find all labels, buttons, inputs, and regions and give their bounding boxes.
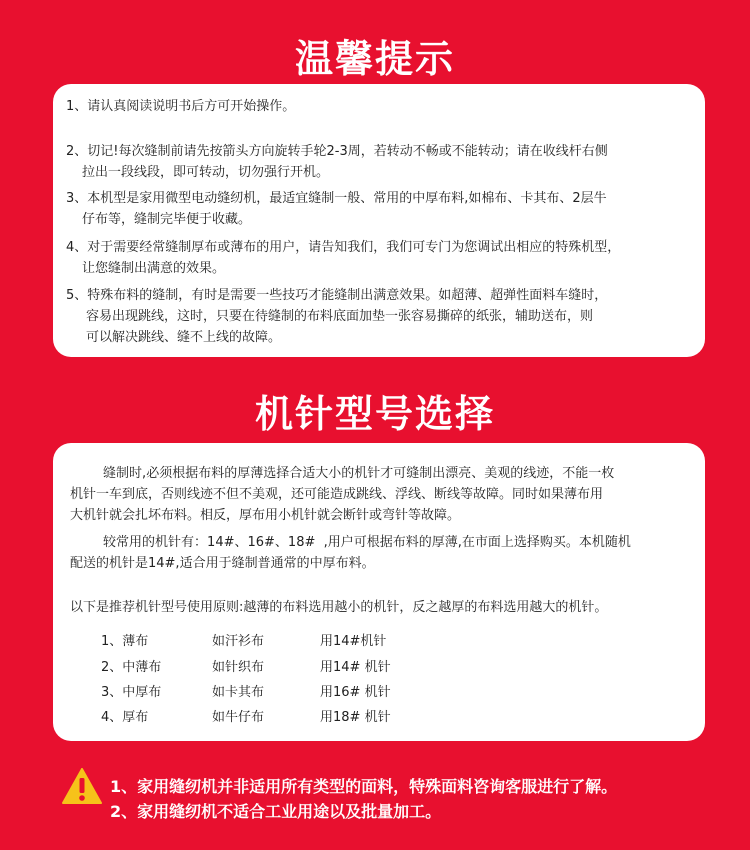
paragraph-line: 大机针就会扎坏布料。相反，厚布用小机针就会断针或弯针等故障。 [70, 508, 461, 523]
warning-line-1: 1、家用缝纫机并非适用所有类型的面料，特殊面料咨询客服进行了解。 [110, 777, 618, 796]
needle-size: 用16# 机针 [320, 685, 391, 700]
paragraph-line: 以下是推荐机针型号使用原则:越薄的布料选用越小的机针，反之越厚的布料选用越大的机针。 [70, 600, 608, 615]
tip-item-3 [66, 188, 607, 230]
tip-line: 3、本机型是家用微型电动缝纫机，最适宜缝制一般、常用的中厚布料,如棉布、卡其布、2层牛 [66, 191, 607, 206]
needle-size: 用18# 机针 [320, 710, 391, 725]
needle-principle-paragraph [70, 597, 695, 618]
tip-line: 可以解决跳线、缝不上线的故障。 [86, 330, 282, 345]
section-title-tips: 温馨提示 [294, 37, 455, 81]
fabric-type: 4、厚布 [101, 710, 149, 725]
tip-line: 4、对于需要经常缝制厚布或薄布的用户，请告知我们，我们可专门为您调试出相应的特殊机型， [66, 240, 621, 255]
tip-line: 1、请认真阅读说明书后方可开始操作。 [66, 99, 296, 114]
fabric-example: 如针织布 [212, 660, 265, 675]
fabric-example: 如卡其布 [212, 685, 265, 700]
section-title-needle: 机针型号选择 [254, 392, 495, 436]
needle-card [53, 443, 705, 741]
fabric-type: 3、中厚布 [101, 685, 162, 700]
paragraph-line: 机针一车到底，否则线迹不但不美观，还可能造成跳线、浮线、断线等故障。同时如果薄布用 [70, 487, 604, 502]
warning-line-2: 2、家用缝纫机不适合工业用途以及批量加工。 [110, 802, 442, 821]
tip-line: 容易出现跳线，这时，只要在待缝制的布料底面加垫一张容易撕碎的纸张，辅助送布，则 [86, 309, 594, 324]
tip-line: 5、特殊布料的缝制，有时是需要一些技巧才能缝制出满意效果。如超薄、超弹性面料车缝时， [66, 288, 608, 303]
tip-line: 仔布等，缝制完毕便于收藏。 [82, 212, 252, 227]
fabric-example: 如牛仔布 [212, 710, 265, 725]
tip-line: 2、切记!每次缝制前请先按箭头方向旋转手轮2-3周，若转动不畅或不能转动；请在收线杆右侧 [66, 144, 608, 159]
needle-intro-paragraph [70, 463, 695, 526]
tip-line: 让您缝制出满意的效果。 [82, 261, 226, 276]
tips-card [53, 84, 705, 357]
fabric-type: 2、中薄布 [101, 660, 162, 675]
tip-item-5 [66, 285, 607, 348]
common-needles-paragraph [70, 532, 695, 574]
paragraph-line: 较常用的机针有：14#、16#、18# ,用户可根据布料的厚薄,在市面上选择购买。本机随机 [70, 535, 631, 550]
tip-item-1 [66, 96, 295, 117]
tip-line: 拉出一段线段，即可转动，切勿强行开机。 [82, 165, 330, 180]
warning-triangle-icon [62, 768, 102, 804]
fabric-example: 如汗衫布 [212, 634, 265, 649]
paragraph-line: 配送的机针是14#,适合用于缝制普通常的中厚布料。 [70, 556, 375, 571]
tip-item-2 [66, 141, 608, 183]
needle-size: 用14#机针 [320, 634, 387, 649]
fabric-type: 1、薄布 [101, 634, 149, 649]
tip-item-4 [66, 237, 620, 279]
paragraph-line: 缝制时,必须根据布料的厚薄选择合适大小的机针才可缝制出漂亮、美观的线迹，不能一枚 [70, 466, 615, 481]
needle-size: 用14# 机针 [320, 660, 391, 675]
